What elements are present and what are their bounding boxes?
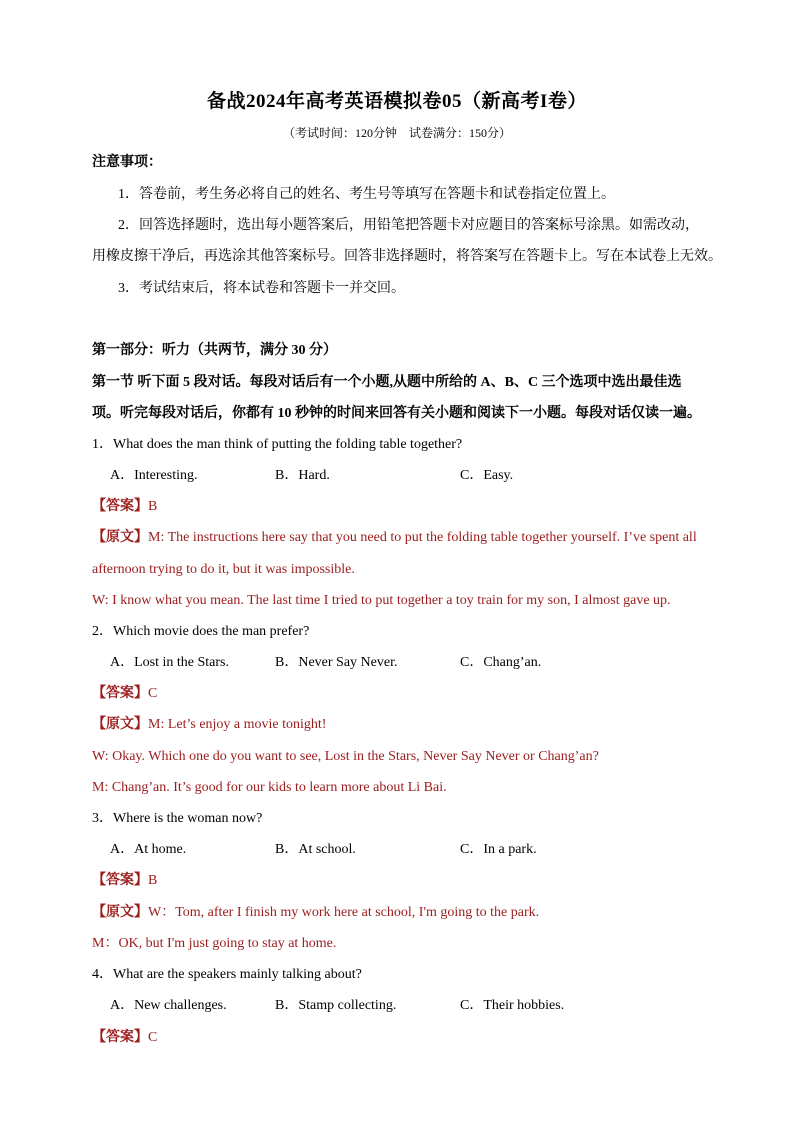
answer-label: 【答案】 <box>92 873 148 888</box>
option-c: C．In a park. <box>460 842 537 857</box>
script-text: M: The instructions here say that you need to put the folding table together yourself. I’ve spent all <box>148 530 697 545</box>
option-b: B．Never Say Never. <box>275 655 398 670</box>
question-stem: 1．What does the man think of putting the folding table together? <box>92 437 463 452</box>
option-a: A．Interesting. <box>110 468 198 483</box>
script-text: M: Let’s enjoy a movie tonight! <box>148 717 327 732</box>
answer-line <box>92 684 157 704</box>
script-label: 【原文】 <box>92 530 148 545</box>
answer-value: C <box>148 686 158 701</box>
notice-item: 3．考试结束后，将本试卷和答题卡一并交回。 <box>118 281 405 296</box>
script-line <box>92 528 697 548</box>
option-a: A．New challenges. <box>110 998 227 1013</box>
script-text: afternoon trying to do it, but it was impossible. <box>92 562 355 577</box>
answer-label: 【答案】 <box>92 499 148 514</box>
answer-value: B <box>148 499 158 514</box>
answer-line <box>92 1028 157 1048</box>
notice-item: 2．回答选择题时，选出每小题答案后，用铅笔把答题卡对应题目的答案标号涂黑。如需改动， <box>118 218 699 233</box>
option-b: B．At school. <box>275 842 356 857</box>
exam-time-info: （考试时间：120分钟 试卷满分：150分） <box>282 126 511 140</box>
section-instruction: 项。听完每段对话后，你都有 10 秒钟的时间来回答有关小题和阅读下一小题。每段对话仅读一遍。 <box>92 406 701 421</box>
script-line <box>92 903 539 923</box>
script-text: M：OK, but I'm just going to stay at home. <box>92 936 337 951</box>
script-label: 【原文】 <box>92 905 148 920</box>
question-stem: 4．What are the speakers mainly talking about? <box>92 967 362 982</box>
page-title: 备战2024年高考英语模拟卷05（新高考I卷） <box>207 91 587 112</box>
question-stem: 3．Where is the woman now? <box>92 811 263 826</box>
section-instruction: 第一节 听下面 5 段对话。每段对话后有一个小题,从题中所给的 A、B、C 三个选项中选出最佳选 <box>92 375 682 390</box>
option-a: A．Lost in the Stars. <box>110 655 229 670</box>
notice-heading: 注意事项： <box>92 155 162 170</box>
answer-label: 【答案】 <box>92 1030 148 1045</box>
script-text: W: I know what you mean. The last time I tried to put together a toy train for my son, I almost gave up. <box>92 593 671 608</box>
option-c: C．Their hobbies. <box>460 998 565 1013</box>
option-c: C．Easy. <box>460 468 514 483</box>
question-stem: 2．Which movie does the man prefer? <box>92 624 310 639</box>
answer-line <box>92 871 157 891</box>
script-text: W：Tom, after I finish my work here at school, I'm going to the park. <box>148 905 540 920</box>
answer-label: 【答案】 <box>92 686 148 701</box>
option-c: C．Chang’an. <box>460 655 542 670</box>
answer-line <box>92 497 157 517</box>
option-a: A．At home. <box>110 842 187 857</box>
part-heading: 第一部分：听力（共两节，满分 30 分） <box>92 343 337 358</box>
notice-item: 1．答卷前，考生务必将自己的姓名、考生号等填写在答题卡和试卷指定位置上。 <box>118 187 615 202</box>
script-text: M: Chang’an. It’s good for our kids to learn more about Li Bai. <box>92 780 447 795</box>
script-text: W: Okay. Which one do you want to see, Lost in the Stars, Never Say Never or Chang’an? <box>92 749 599 764</box>
notice-item: 用橡皮擦干净后，再选涂其他答案标号。回答非选择题时，将答案写在答题卡上。写在本试卷上无效。 <box>92 249 722 264</box>
answer-value: C <box>148 1030 158 1045</box>
option-b: B．Hard. <box>275 468 330 483</box>
script-line <box>92 715 326 735</box>
answer-value: B <box>148 873 158 888</box>
option-b: B．Stamp collecting. <box>275 998 397 1013</box>
script-label: 【原文】 <box>92 717 148 732</box>
